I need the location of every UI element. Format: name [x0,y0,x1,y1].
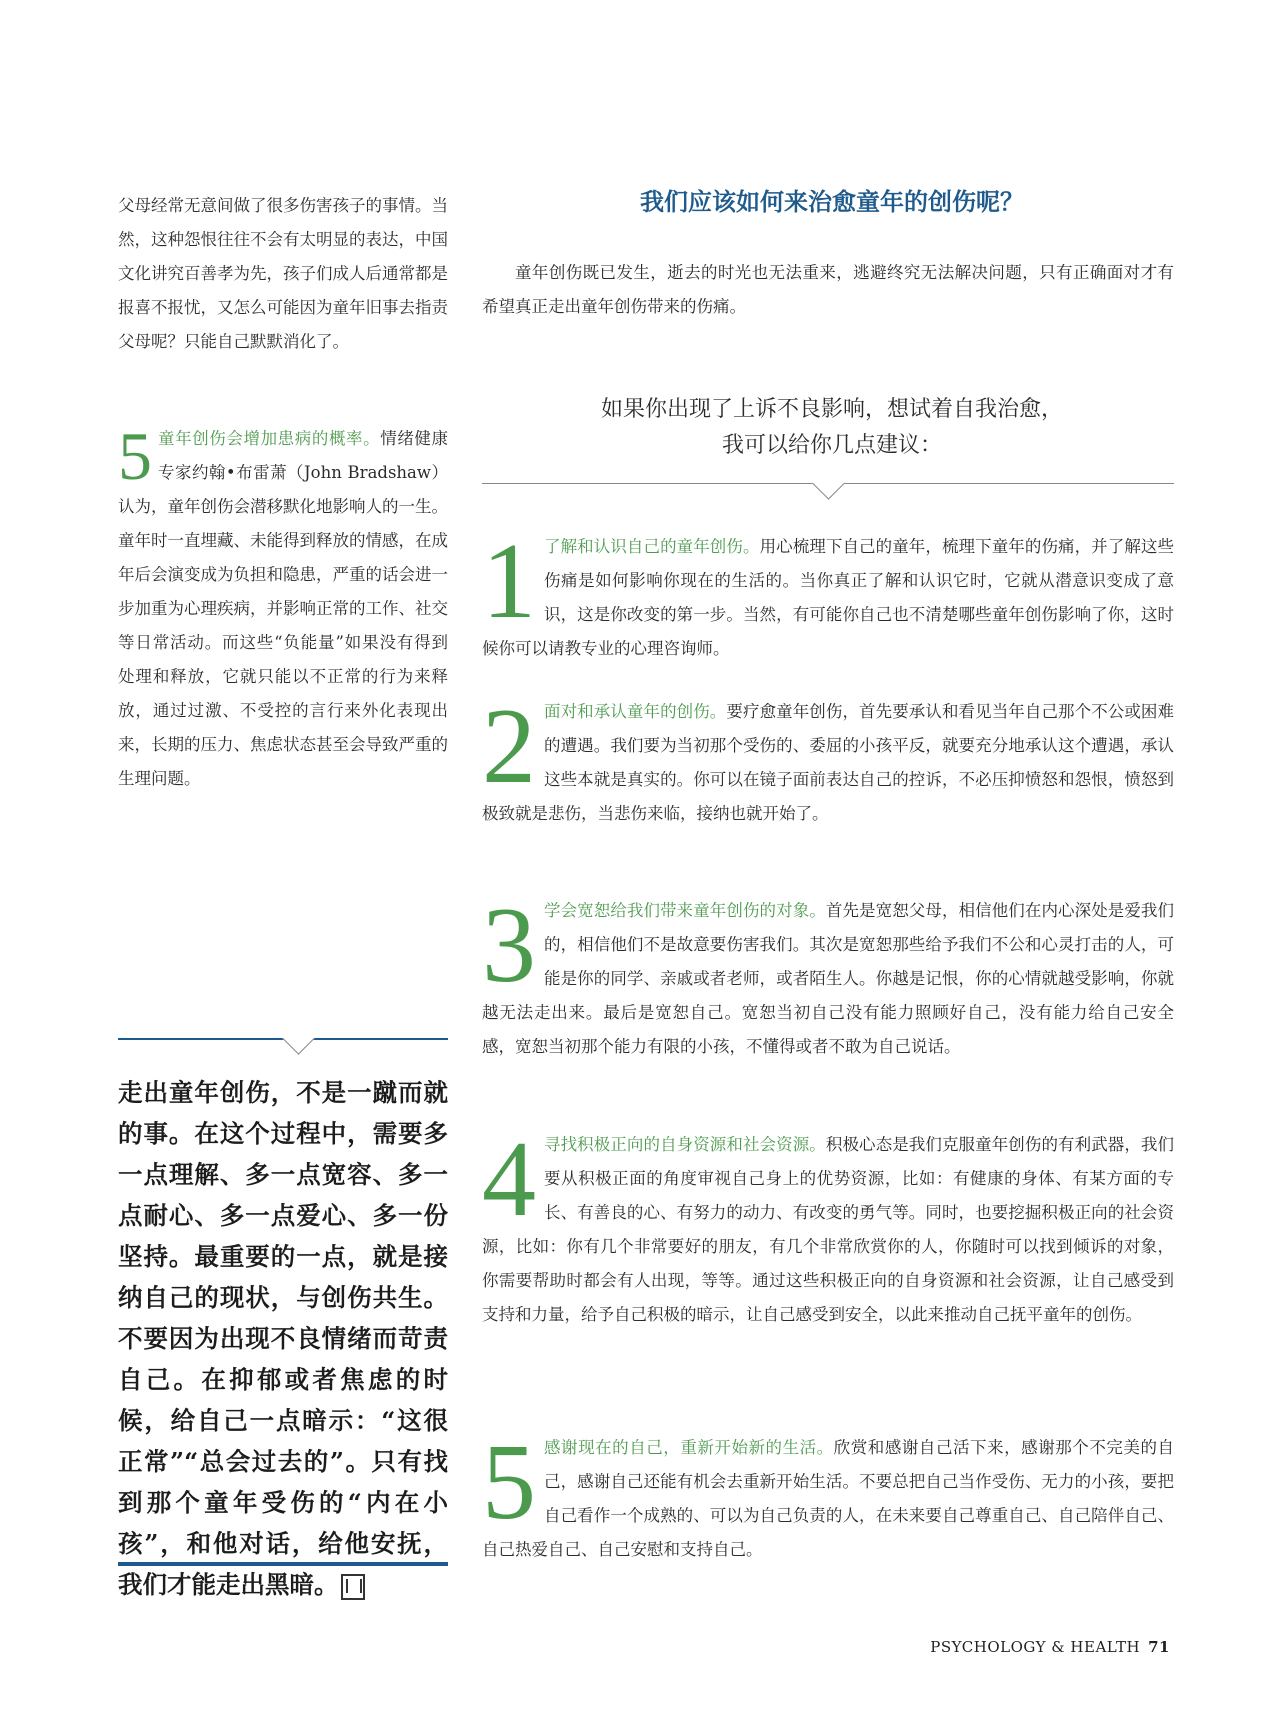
item-body: 要疗愈童年创伤，首先要承认和看见当年自己那个不公或困难的遭遇。我们要为当初那个受伤的、委屈的小孩平反，就要充分地承认这个遭遇，承认这些本就是真实的。你可以在镜子面前表达自己的控诉，不必压抑愤怒和怨恨，愤怒到极致就是悲伤，当悲伤来临，接纳也就开始了。 [482,702,1175,823]
pullquote-caret [282,1022,315,1055]
page-number: 71 [1148,1638,1170,1656]
pullquote-text: 走出童年创伤，不是一蹴而就的事。在这个过程中，需要多一点理解、多一点宽容、多一点耐心、多一点爱心、多一份坚持。最重要的一点，就是接纳自己的现状，与创伤共生。不要因为出现不良情绪而苛责自己。在抑郁或者焦虑的时候，给自己一点暗示：“这很正常”“总会过去的”。只有找到那个童年受伤的“内在小孩”，和他对话，给他安抚，我们才能走出黑暗。 [118,1078,448,1599]
item-number: 2 [482,687,536,806]
item-title: 寻找积极正向的自身资源和社会资源。 [544,1135,826,1154]
item-body: 情绪健康专家约翰•布雷萧（John Bradshaw）认为，童年创伤会潜移默化地影响人的一生。童年时一直埋藏、未能得到释放的情感，在成年后会演变成为负担和隐患，严重的话会进一步加重为心理疾病，并影响正常的工作、社交等日常活动。而这些“负能量”如果没有得到处理和释放，它就只能以不正常的行为来释放，通过过激、不受控的言行来外化表现出来，长期的压力、焦虑状态甚至会导致严重的生理问题。 [118,429,448,788]
item-title: 学会宽恕给我们带来童年创伤的对象。 [544,901,826,920]
item-number: 4 [482,1120,536,1239]
item-body: 用心梳理下自己的童年，梳理下童年的伤痛，并了解这些伤痛是如何影响你现在的生活的。当你真正了解和认识它时，它就从潜意识变成了意识，这是你改变的第一步。当然，有可能你自己也不清楚哪些童年创伤影响了你，这时候你可以请教专业的心理咨询师。 [482,537,1175,658]
item-title: 感谢现在的自己，重新开始新的生活。 [544,1438,834,1457]
pullquote-bottom-rule [118,1562,448,1566]
left-intro-paragraph: 父母经常无意间做了很多伤害孩子的事情。当然，这种怨恨往往不会有太明显的表达，中国文化讲究百善孝为先，孩子们成人后通常都是报喜不报忧，又怎么可能因为童年旧事去指责父母呢？只能自己默默消化了。 [118,196,448,351]
item-number: 5 [118,418,152,494]
page-footer [930,1638,1170,1656]
right-item-3 [482,886,1175,1064]
magazine-name: PSYCHOLOGY & HEALTH [930,1638,1141,1656]
right-intro [482,256,1174,324]
item-body: 欣赏和感谢自己活下来，感谢那个不完美的自己，感谢自己还能有机会去重新开始生活。不要总把自己当作受伤、无力的小孩，要把自己看作一个成熟的、可以为自己负责的人，在未来要自己尊重自己、自己陪伴自己、自己热爱自己、自己安慰和支持自己。 [482,1438,1175,1559]
end-mark-icon [341,1574,365,1600]
left-column [118,189,448,359]
item-number: 3 [482,886,536,1005]
item-body: 积极心态是我们克服童年创伤的有利武器，我们要从积极正面的角度审视自己身上的优势资源，比如：有健康的身体、有某方面的专长、有善良的心、有努力的动力、有改变的勇气等。同时，也要挖掘积极正向的社会资源，比如：你有几个非常要好的朋友，有几个非常欣赏你的人，你随时可以找到倾诉的对象，你需要帮助时都会有人出现，等等。通过这些积极正向的自身资源和社会资源，让自己感受到支持和力量，给予自己积极的暗示，让自己感受到安全，以此来推动自己抚平童年的创伤。 [482,1135,1175,1324]
item-number: 1 [482,522,536,641]
left-item-5 [118,418,448,796]
right-item-1 [482,522,1175,666]
right-item-4 [482,1120,1175,1332]
pullquote [118,1072,448,1605]
item-number: 5 [482,1423,536,1542]
item-title: 童年创伤会增加患病的概率。 [158,429,381,448]
item-body: 首先是宽恕父母，相信他们在内心深处是爱我们的，相信他们不是故意要伤害我们。其次是宽恕那些给予我们不公和心灵打击的人，可能是你的同学、亲戚或者老师，或者陌生人。你越是记恨，你的心情就越受影响，你就越无法走出来。最后是宽恕自己。宽恕当初自己没有能力照顾好自己，没有能力给自己安全感，宽恕当初那个能力有限的小孩，不懂得或者不敢为自己说话。 [482,901,1175,1056]
right-item-2 [482,687,1175,831]
suggestion-quote [482,392,1182,464]
item-title: 面对和承认童年的创伤。 [544,702,727,721]
right-intro-paragraph: 童年创伤既已发生，逝去的时光也无法重来，逃避终究无法解决问题，只有正确面对才有希望真正走出童年创伤带来的伤痛。 [482,263,1174,316]
quote-line-2: 我可以给你几点建议： [721,433,942,458]
right-item-5 [482,1423,1175,1567]
item-title: 了解和认识自己的童年创伤。 [544,537,760,556]
section-heading: 我们应该如何来治愈童年的创伤呢？ [640,187,1024,216]
quote-line-1: 如果你出现了上诉不良影响，想试着自我治愈， [600,397,1063,422]
divider-caret [812,467,845,500]
